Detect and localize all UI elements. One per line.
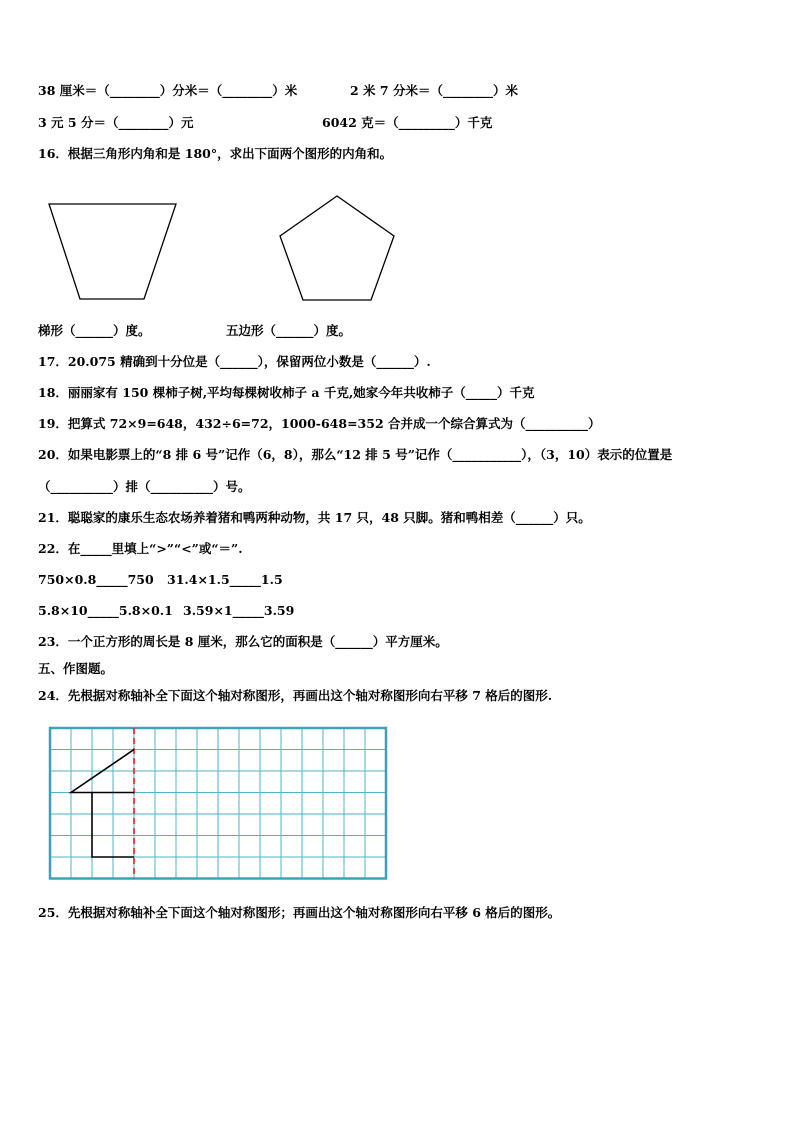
compare-2: 31.4×1.5_____1.5 [167, 572, 283, 587]
unit-conversion-2: 2 米 7 分米＝（________）米 [350, 83, 518, 98]
question-23: 23．一个正方形的周长是 8 厘米，那么它的面积是（______）平方厘米。 [38, 634, 448, 649]
question-18: 18．丽丽家有 150 棵柿子树,平均每棵树收柿子 a 千克,她家今年共收柿子（_____）千克 [38, 385, 535, 400]
question-21: 21．聪聪家的康乐生态农场养着猪和鸭两种动物，共 17 只，48 只脚。猪和鸭相差（______）只。 [38, 510, 591, 525]
question-16: 16．根据三角形内角和是 180°，求出下面两个图形的内角和。 [38, 146, 393, 161]
pentagon-answer: 五边形（______）度。 [226, 323, 352, 338]
question-24: 24．先根据对称轴补全下面这个轴对称图形，再画出这个轴对称图形向右平移 7 格后的图形. [38, 688, 553, 703]
compare-1: 750×0.8_____750 [38, 572, 154, 587]
unit-conversion-1: 38 厘米＝（________）分米＝（________）米 [38, 83, 298, 98]
unit-conversion-3: 3 元 5 分＝（________）元 [38, 115, 194, 130]
compare-3: 5.8×10_____5.8×0.1 [38, 603, 173, 618]
drawing-grid [48, 726, 388, 884]
question-17: 17．20.075 精确到十分位是（______），保留两位小数是（______）. [38, 354, 431, 369]
unit-conversion-4: 6042 克＝（_________）千克 [322, 115, 493, 130]
question-20-continued: （__________）排（__________）号。 [38, 479, 251, 494]
question-20: 20．如果电影票上的“8 排 6 号”记作（6，8），那么“12 排 5 号”记作（___________），（3，10）表示的位置是 [38, 447, 673, 462]
trapezoid-figure [40, 196, 185, 306]
question-19: 19．把算式 72×9=648，432÷6=72，1000-648=352 合并成一个综合算式为（__________） [38, 416, 601, 431]
question-25: 25．先根据对称轴补全下面这个轴对称图形；再画出这个轴对称图形向右平移 6 格后的图形。 [38, 905, 561, 920]
question-22: 22．在_____里填上“>”“<”或“＝”. [38, 541, 243, 556]
compare-4: 3.59×1_____3.59 [183, 603, 295, 618]
trapezoid-answer: 梯形（______）度。 [38, 323, 151, 338]
section-5-heading: 五、作图题。 [38, 661, 114, 676]
pentagon-figure [272, 188, 402, 306]
